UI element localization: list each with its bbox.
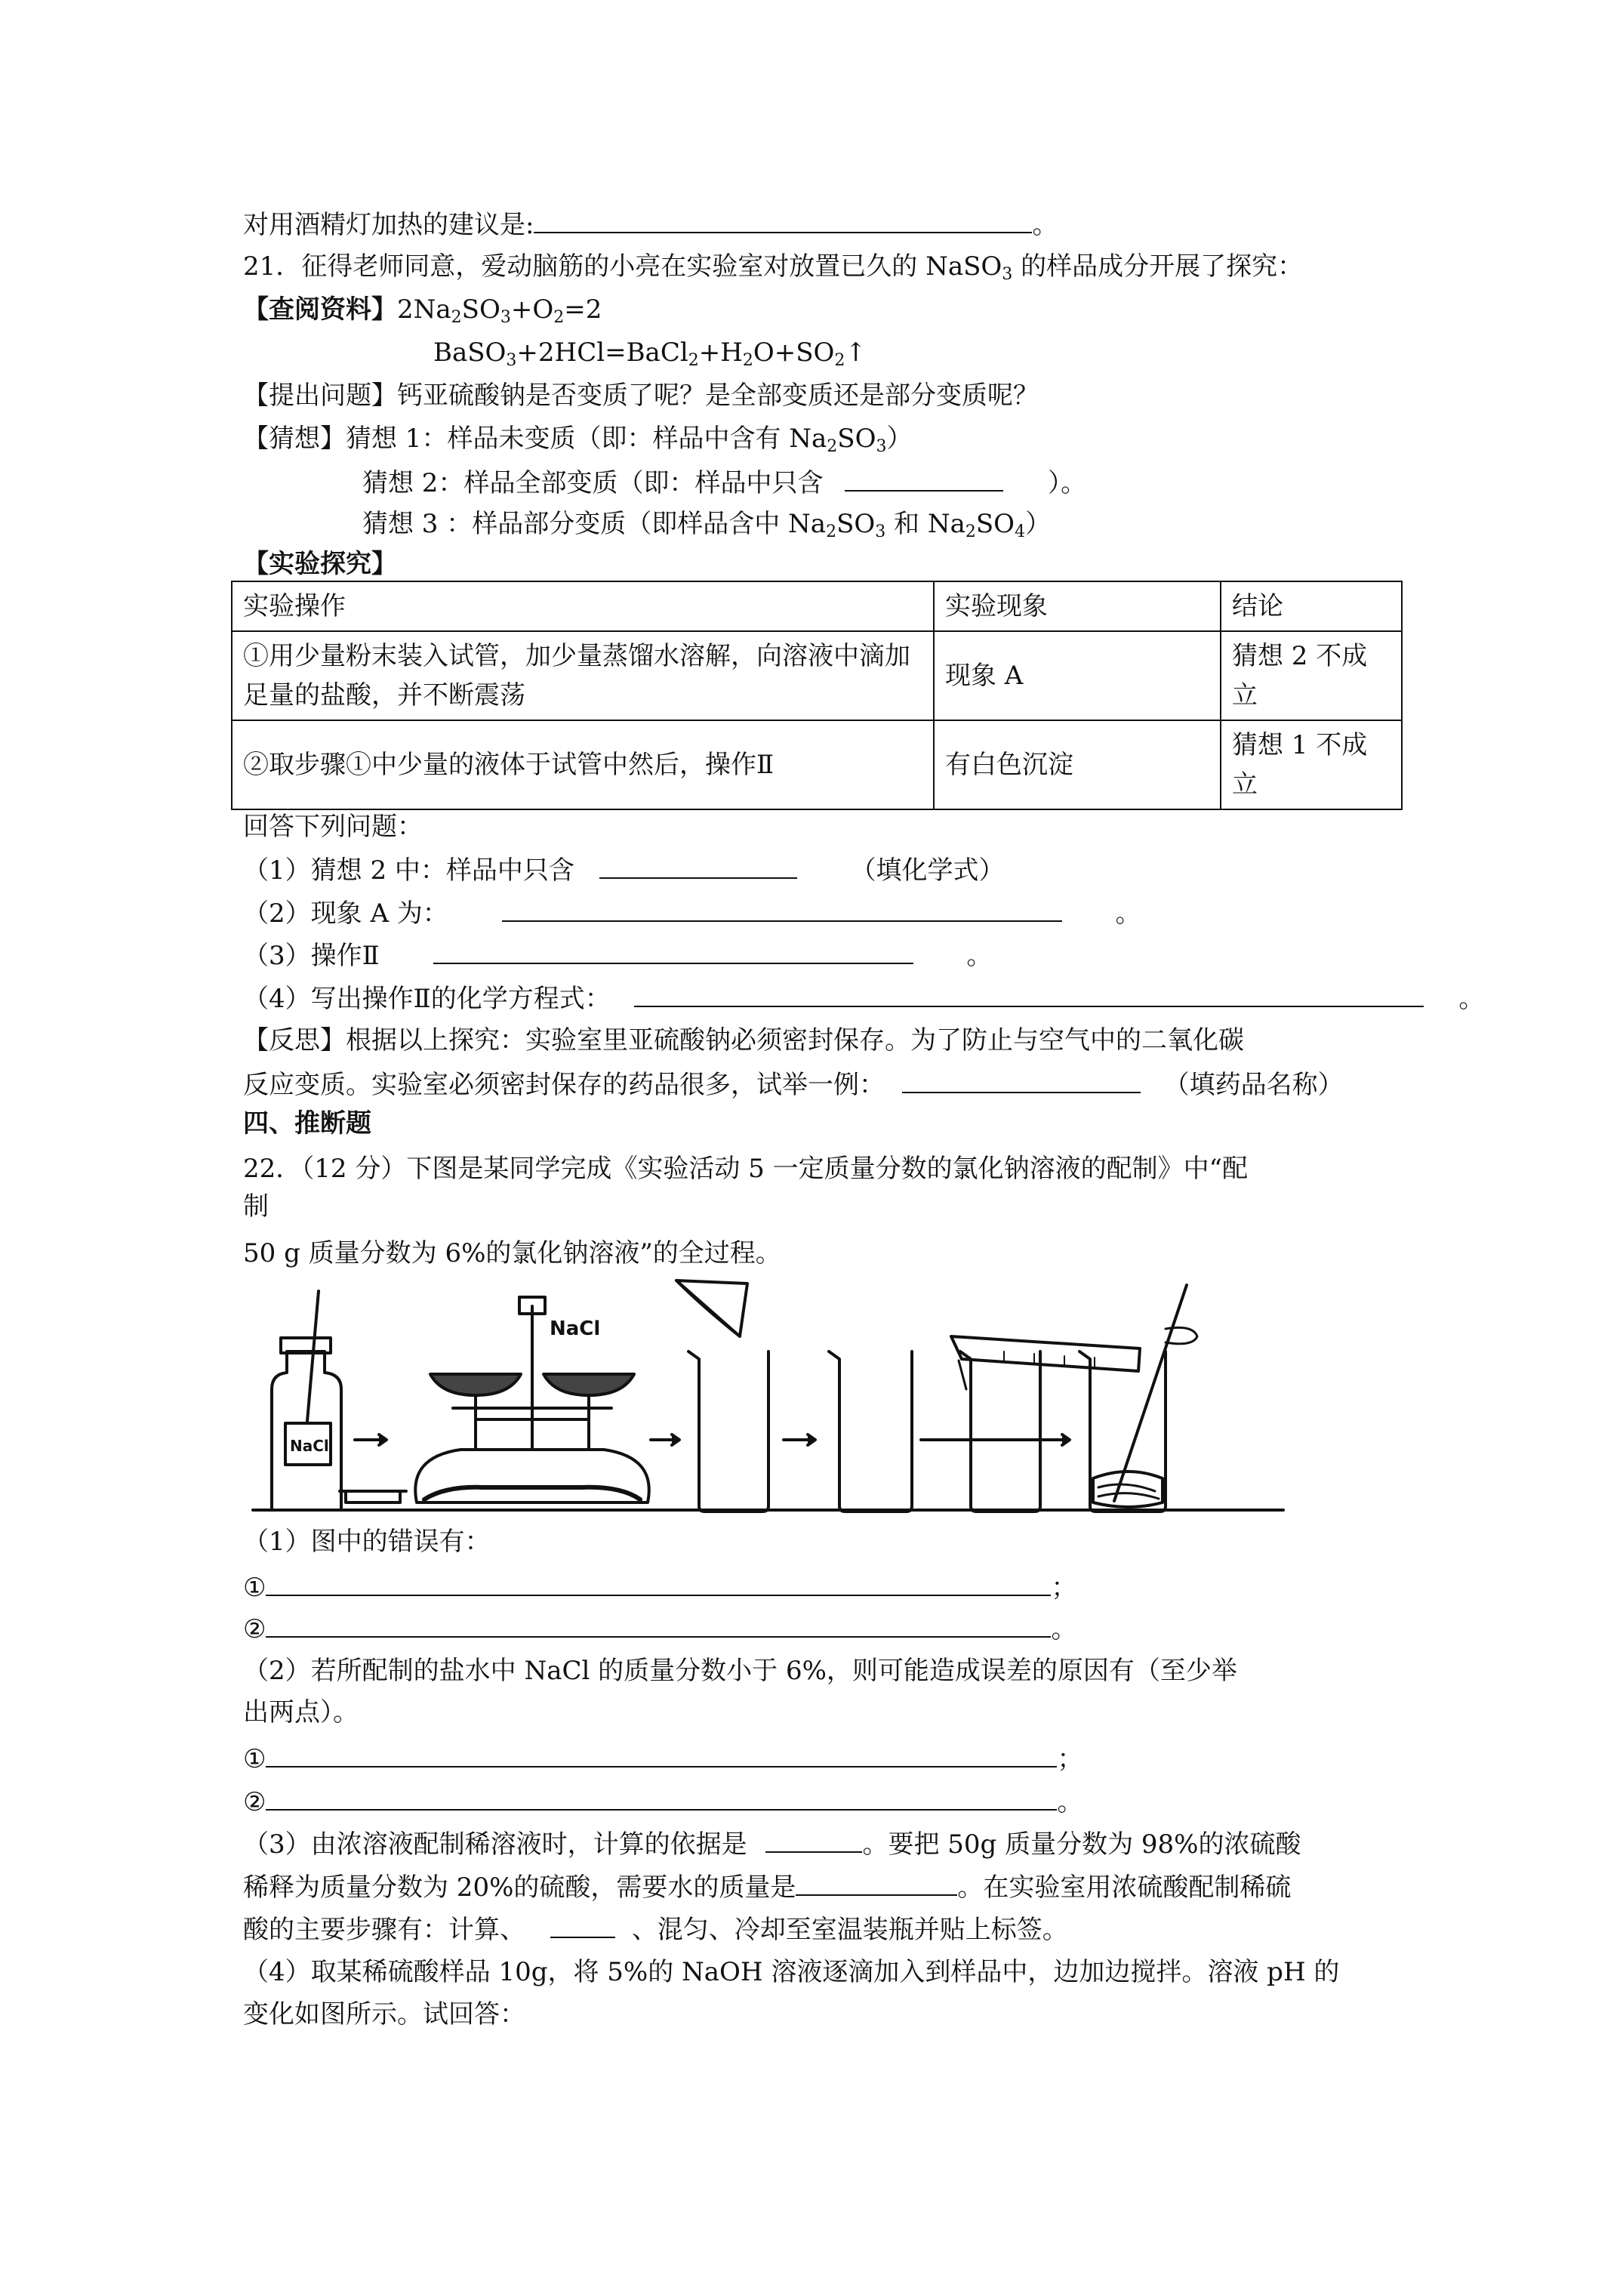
experiment-table [231, 581, 1403, 810]
bottle-label-nacl: NaCl [290, 1437, 329, 1455]
answer-blank[interactable] [845, 466, 1003, 492]
header-phenomenon: 实验现象 [934, 581, 1221, 631]
table-row [232, 720, 1402, 809]
question-22-line-3: 50 g 质量分数为 6%的氯化钠溶液”的全过程。 [243, 1238, 781, 1268]
ask-question: 【提出问题】钙亚硫酸钠是否变质了呢？是全部变质还是部分变质呢？ [243, 381, 1039, 411]
nacl-solution-process-figure [249, 1276, 1291, 1518]
answer-blank[interactable] [599, 853, 797, 879]
part-1-answer-b: ② 。 [243, 1612, 1076, 1644]
cell-phenomenon-1: 现象 A [934, 631, 1221, 720]
answer-blank[interactable] [534, 208, 1032, 233]
answer-blank[interactable] [433, 938, 913, 964]
question-22-line-1: 22．（12 分）下图是某同学完成《实验活动 5 一定质量分数的氯化钠溶液的配制》中“配 [243, 1154, 1248, 1184]
part-1-answer-a: ① ； [243, 1570, 1076, 1603]
guess-2: 猜想 2：样品全部变质（即：样品中只含 ）。 [362, 466, 1086, 498]
part-1-heading: （1）图中的错误有： [243, 1527, 491, 1557]
guess-1: 【猜想】猜想 1：样品未变质（即：样品中含有 $Na_2SO_3$） [243, 424, 913, 456]
part-3-line-3: 酸的主要步骤有：计算、 、混匀、冷却至室温装瓶并贴上标签。 [243, 1912, 1068, 1945]
answer-3: （3）操作Ⅱ 。 [243, 938, 992, 971]
answer-blank[interactable] [266, 1742, 1057, 1767]
answer-blank[interactable] [550, 1912, 615, 1938]
cell-conclusion-2: 猜想 1 不成立 [1221, 720, 1402, 809]
cell-conclusion-1: 猜想 2 不成立 [1221, 631, 1402, 720]
line-heating-suggestion: 对用酒精灯加热的建议是: 。 [243, 208, 1058, 240]
part-4-line-1: （4）取某稀硫酸样品 10g，将 5%的 NaOH 溶液逐滴加入到样品中，边加边搅拌。溶液 pH 的 [243, 1957, 1340, 1987]
part-2-answer-a: ① ； [243, 1742, 1083, 1774]
answer-blank[interactable] [902, 1068, 1141, 1093]
answer-heading: 回答下列问题： [243, 812, 423, 842]
cell-phenomenon-2: 有白色沉淀 [934, 720, 1221, 809]
answer-1: （1）猜想 2 中：样品中只含 （填化学式） [243, 853, 1005, 886]
answer-2: （2）现象 A 为： 。 [243, 896, 1141, 929]
header-conclusion: 结论 [1221, 581, 1402, 631]
answer-blank[interactable] [502, 896, 1062, 922]
experiment-heading: 【实验探究】 [243, 549, 397, 579]
header-operation: 实验操作 [232, 581, 934, 631]
part-3-line-2: 稀释为质量分数为 20%的硫酸，需要水的质量是 。在实验室用浓硫酸配制稀硫 [243, 1870, 1291, 1903]
part-2-line-1: （2）若所配制的盐水中 NaCl 的质量分数小于 6%，则可能造成误差的原因有（至少举 [243, 1656, 1237, 1686]
answer-4: （4）写出操作Ⅱ的化学方程式： 。 [243, 982, 1484, 1014]
answer-blank[interactable] [796, 1870, 957, 1896]
reflection-2: 反应变质。实验室必须密封保存的药品很多，试举一例： （填药品名称） [243, 1068, 1344, 1100]
reference-line-1: 【查阅资料】$2Na_2SO_3+O_2=2$ [243, 294, 602, 327]
question-22-line-2: 制 [243, 1191, 269, 1222]
answer-blank[interactable] [266, 1612, 1051, 1638]
guess-3: 猜想 3 ：样品部分变质（即样品含中 $Na_2SO_3$ 和 $Na_2SO_4$） [362, 509, 1052, 541]
part-3-line-1: （3）由浓溶液配制稀溶液时，计算的依据是 。要把 50g 质量分数为 98%的浓硫酸 [243, 1827, 1301, 1860]
reference-line-2: $BaSO_3+2HCl=BaCl_2+H_2O+SO_2↑$ [433, 337, 867, 370]
table-row [232, 631, 1402, 720]
part-4-line-2: 变化如图所示。试回答： [243, 1999, 525, 2029]
answer-blank[interactable] [634, 982, 1424, 1007]
answer-blank[interactable] [266, 1570, 1051, 1596]
part-2-line-2: 出两点）。 [243, 1697, 359, 1727]
part-2-answer-b: ② 。 [243, 1785, 1083, 1817]
section-4-heading: 四、推断题 [243, 1108, 371, 1139]
cell-operation-1: ①用少量粉末装入试管，加少量蒸馏水溶解，向溶液中滴加足量的盐酸，并不断震荡 [232, 631, 934, 720]
answer-blank[interactable] [765, 1827, 862, 1853]
answer-blank[interactable] [266, 1785, 1057, 1811]
question-21-title: 21．征得老师同意，爱动脑筋的小亮在实验室对放置已久的 NaSO$_3$ 的样品成分开展了探究： [243, 251, 1304, 284]
cell-operation-2: ②取步骤①中少量的液体于试管中然后，操作Ⅱ [232, 720, 934, 809]
reflection-1: 【反思】根据以上探究：实验室里亚硫酸钠必须密封保存。为了防止与空气中的二氧化碳 [243, 1025, 1244, 1056]
figure-label-nacl: NaCl [550, 1318, 601, 1340]
table-row [232, 581, 1402, 631]
